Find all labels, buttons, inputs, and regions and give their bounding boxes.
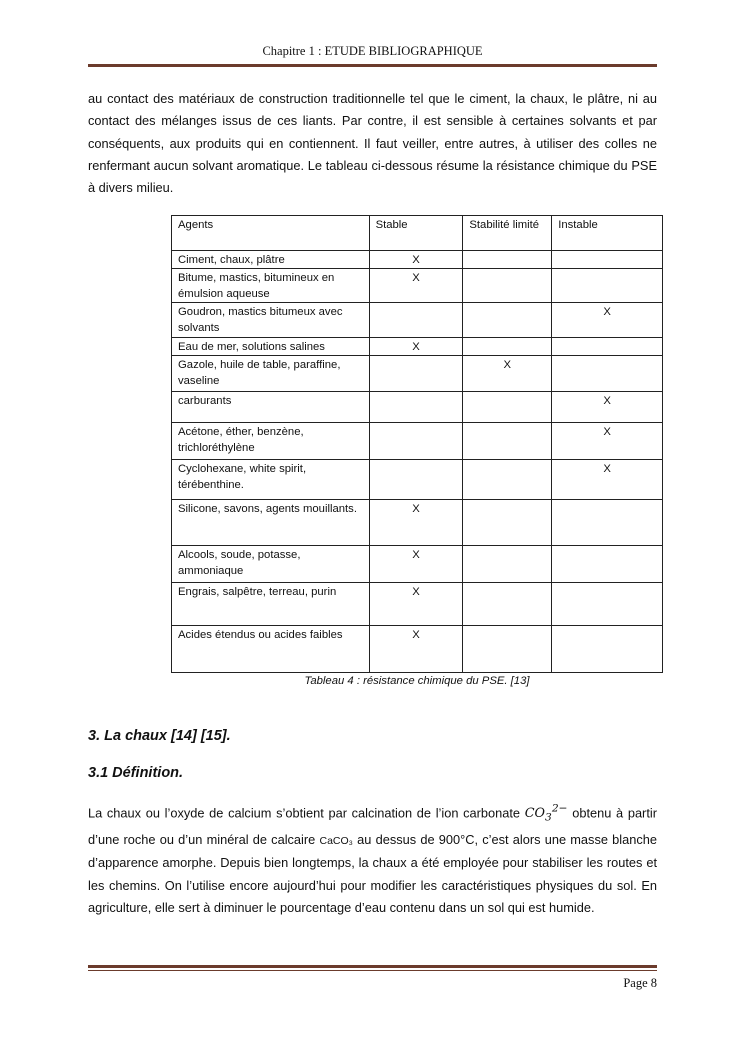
header-stable: Stable — [369, 216, 463, 251]
unstable-cell — [552, 626, 663, 673]
carbonate-ion-formula — [524, 802, 568, 824]
table-row — [172, 392, 663, 423]
limited-cell — [463, 626, 552, 673]
agent-cell: Ciment, chaux, plâtre — [172, 251, 370, 269]
limited-cell: X — [463, 356, 552, 392]
unstable-cell — [552, 269, 663, 303]
stable-cell: X — [369, 251, 463, 269]
stable-cell — [369, 423, 463, 460]
section-heading-chaux: 3. La chaux [14] [15]. — [88, 728, 231, 744]
header-unstable: Instable — [552, 216, 663, 251]
page-header-title: Chapitre 1 : ETUDE BIBLIOGRAPHIQUE — [262, 44, 483, 58]
table-row — [172, 338, 663, 356]
stable-cell — [369, 460, 463, 500]
stable-cell — [369, 356, 463, 392]
agent-cell: Silicone, savons, agents mouillants. — [172, 500, 370, 546]
agent-cell: carburants — [172, 392, 370, 423]
unstable-cell: X — [552, 460, 663, 500]
agent-cell: Gazole, huile de table, paraffine, vaseline — [172, 356, 370, 392]
stable-cell: X — [369, 500, 463, 546]
table-row — [172, 269, 663, 303]
table-row — [172, 546, 663, 583]
agent-cell: Eau de mer, solutions salines — [172, 338, 370, 356]
header-limited: Stabilité limité — [463, 216, 552, 251]
stable-cell: X — [369, 546, 463, 583]
limited-cell — [463, 583, 552, 626]
definition-text-3: au dessus de 900°C, c’est alors une masse blanche d’apparence amorphe. Depuis bien longtemps, la chaux a été employée pour stabiliser les routes et les chemins. On l’utilise encore aujourd’hui pour modifier les caractéristiques physiques du sol. En agriculture, elle sert à diminuer le pourcentage d’eau contenu dans un sol qui est humide. — [88, 832, 657, 915]
table-row — [172, 356, 663, 392]
agent-cell: Cyclohexane, white spirit, térébenthine. — [172, 460, 370, 500]
header-rule — [88, 64, 657, 67]
intro-paragraph: au contact des matériaux de construction traditionnelle tel que le ciment, la chaux, le plâtre, ni au contact des mélanges issus de ces liants. Par contre, il est sensible à certaines solvants et par conséquents, aux produits qui en contiennent. Il faut veiller, entre autres, à utiliser des colles ne renfermant aucun solvant aromatique. Le tableau ci-dessous résume la résistance chimique du PSE à divers milieu. — [88, 91, 657, 196]
table-row — [172, 303, 663, 338]
agent-cell: Engrais, salpêtre, terreau, purin — [172, 583, 370, 626]
table-header-row — [172, 216, 663, 251]
definition-paragraph — [88, 798, 657, 919]
unstable-cell — [552, 338, 663, 356]
stable-cell: X — [369, 269, 463, 303]
agent-cell: Alcools, soude, potasse, ammoniaque — [172, 546, 370, 583]
ion-subscript: 3 — [545, 810, 552, 824]
table-caption: Tableau 4 : résistance chimique du PSE. [13] — [304, 675, 530, 687]
limited-cell — [463, 500, 552, 546]
agent-cell: Goudron, mastics bitumeux avec solvants — [172, 303, 370, 338]
agent-cell: Acétone, éther, benzène, trichloréthylène — [172, 423, 370, 460]
limited-cell — [463, 251, 552, 269]
table-row — [172, 423, 663, 460]
agent-cell: Bitume, mastics, bitumineux en émulsion aqueuse — [172, 269, 370, 303]
stable-cell: X — [369, 583, 463, 626]
table-row — [172, 583, 663, 626]
agent-cell: Acides étendus ou acides faibles — [172, 626, 370, 673]
limited-cell — [463, 269, 552, 303]
limited-cell — [463, 303, 552, 338]
page-number: Page 8 — [623, 976, 657, 990]
unstable-cell: X — [552, 303, 663, 338]
unstable-cell: X — [552, 392, 663, 423]
stable-cell — [369, 303, 463, 338]
unstable-cell — [552, 356, 663, 392]
unstable-cell — [552, 583, 663, 626]
header-agents: Agents — [172, 216, 370, 251]
unstable-cell — [552, 546, 663, 583]
stable-cell: X — [369, 626, 463, 673]
limited-cell — [463, 460, 552, 500]
definition-text-2: obtenu à partir d’une roche ou d’un minéral de calcaire — [88, 805, 657, 848]
section-heading-definition: 3.1 Définition. — [88, 765, 184, 781]
table-row — [172, 500, 663, 546]
limited-cell — [463, 546, 552, 583]
stable-cell: X — [369, 338, 463, 356]
limited-cell — [463, 338, 552, 356]
chemical-resistance-table — [171, 215, 663, 673]
limited-cell — [463, 423, 552, 460]
table-row — [172, 626, 663, 673]
ion-base: CO — [524, 806, 546, 822]
stable-cell — [369, 392, 463, 423]
ion-superscript: 2− — [551, 802, 568, 815]
unstable-cell — [552, 500, 663, 546]
definition-text-1: La chaux ou l’oxyde de calcium s’obtient par calcination de l’ion carbonate — [88, 805, 525, 821]
table-row — [172, 251, 663, 269]
footer-rule-thick — [88, 965, 657, 968]
table-row — [172, 460, 663, 500]
footer-rule-thin — [88, 970, 657, 971]
unstable-cell: X — [552, 423, 663, 460]
calcium-carbonate-formula: CaCO₃ — [319, 835, 353, 848]
unstable-cell — [552, 251, 663, 269]
limited-cell — [463, 392, 552, 423]
